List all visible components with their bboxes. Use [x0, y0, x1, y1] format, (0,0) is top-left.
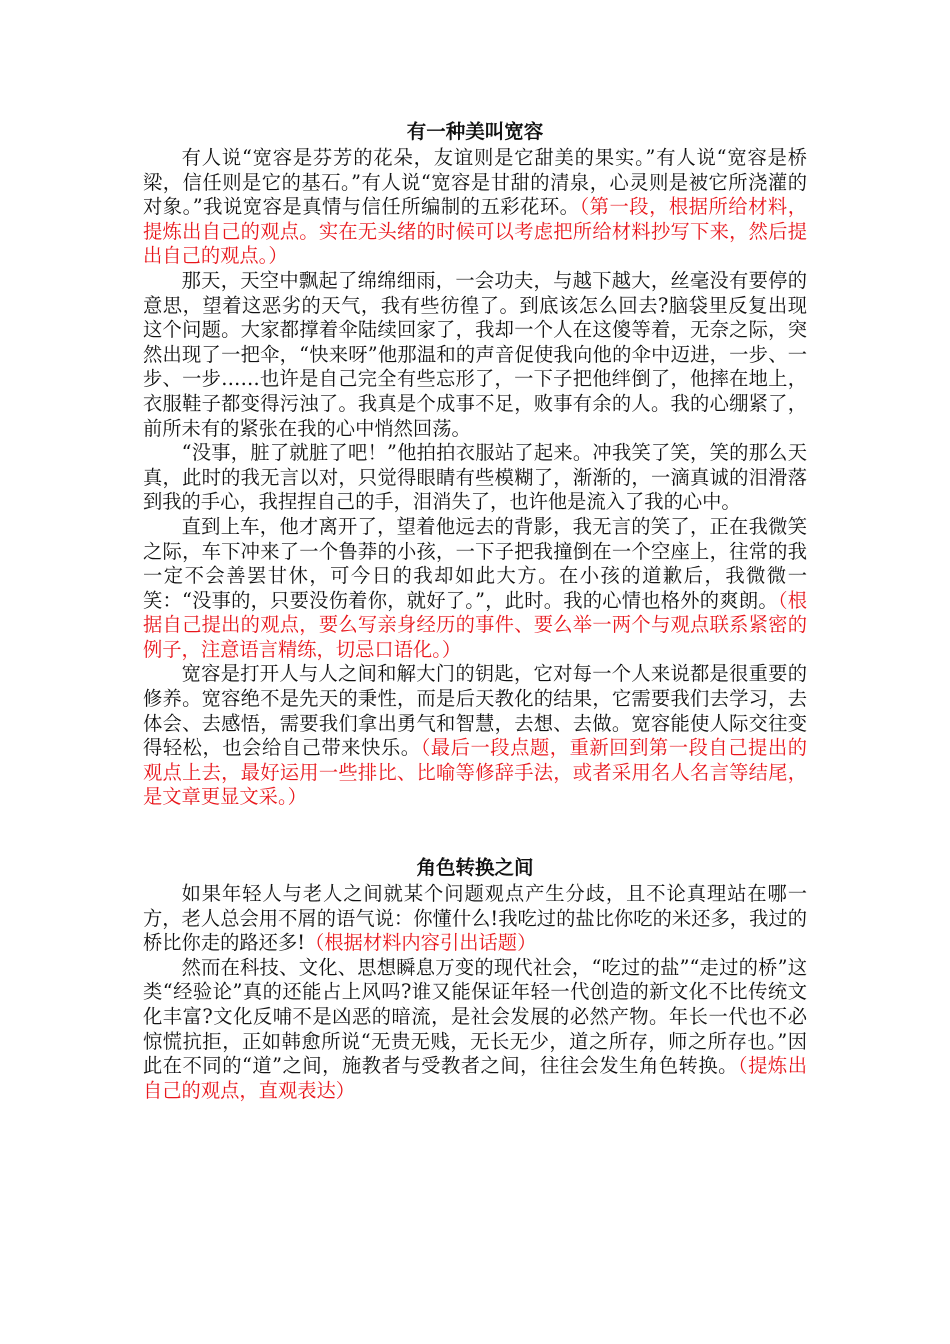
paragraph-text: 如果年轻人与老人之间就某个问题观点产生分歧，且不论真理站在哪一方，老人总会用不屑的语气说：你懂什么!我吃过的盐比你吃的米还多，我过的桥比你走的路还多! — [143, 882, 807, 955]
annotation-note: （根据材料内容引出话题） — [305, 931, 537, 955]
essay1-paragraph-1 — [143, 146, 807, 269]
document-page — [143, 118, 807, 1103]
essay2-paragraph-1 — [143, 882, 807, 956]
paragraph-text: 那天，天空中飘起了绵绵细雨，一会功夫，与越下越大，丝毫没有要停的意思，望着这恶劣的天气，我有些彷徨了。到底该怎么回去?脑袋里反复出现这个问题。大家都撑着伞陆续回家了，我却一个人在这傻等着，无奈之际，突然出现了一把伞，“快来呀”他那温和的声音促使我向他的伞中迈进，一步、一步、一步……也许是自己完全有些忘形了，一下子把他绊倒了，他摔在地上，衣服鞋子都变得污浊了。我真是个成事不足，败事有余的人。我的心绷紧了，前所未有的紧张在我的心中悄然回荡。 — [143, 268, 807, 440]
essay1-title: 有一种美叫宽容 — [406, 120, 544, 143]
paragraph-text: “没事，脏了就脏了吧！”他拍拍衣服站了起来。冲我笑了笑，笑的那么天真，此时的我无言以对，只觉得眼睛有些模糊了，渐渐的，一滴真诚的泪滑落到我的手心，我捏捏自己的手，泪消失了，也许他是流入了我的心中。 — [143, 441, 807, 514]
paragraph-text: 有人说“宽容是芬芳的花朵，友谊则是它甜美的果实。”有人说“宽容是桥梁，信任则是它的基石。”有人说“宽容是甘甜的清泉，心灵则是被它所浇灌的对象。”我说宽容是真情与信任所编制的五彩花环。 — [143, 146, 807, 219]
paragraph-text: 直到上车，他才离开了，望着他远去的背影，我无言的笑了，正在我微笑之际，车下冲来了一个鲁莽的小孩，一下子把我撞倒在一个空座上，往常的我一定不会善罢甘休，可今日的我却如此大方。在小孩的道歉后，我微微一笑：“没事的，只要没伤着你，就好了。”，此时。我的心情也格外的爽朗。 — [143, 514, 807, 612]
essay1-paragraph-3 — [143, 441, 807, 515]
annotation-note: （提炼出自己的观点，直观表达） — [143, 1054, 807, 1102]
essay2-paragraph-2 — [143, 956, 807, 1104]
essay1-paragraph-5 — [143, 662, 807, 810]
annotation-note: （根据自己提出的观点，要么写亲身经历的事件、要么举一两个与观点联系紧密的例子，注意语言精练，切忌口语化。） — [143, 588, 807, 661]
essay2-title: 角色转换之间 — [416, 856, 534, 880]
essay1-paragraph-2 — [143, 269, 807, 441]
essay1-paragraph-4 — [143, 515, 807, 663]
annotation-note: （第一段，根据所给材料，提炼出自己的观点。实在无头绪的时候可以考虑把所给材料抄写下来，然后提出自己的观点。） — [143, 195, 807, 268]
annotation-note: （最后一段点题，重新回到第一段自己提出的观点上去，最好运用一些排比、比喻等修辞手法，或者采用名人名言等结尾，是文章更显文采。） — [143, 736, 807, 809]
paragraph-text: 然而在科技、文化、思想瞬息万变的现代社会，“吃过的盐”“走过的桥”这类“经验论”真的还能占上风吗?谁又能保证年轻一代创造的新文化不比传统文化丰富?文化反哺不是凶恶的暗流，是社会发展的必然产物。年长一代也不必惊慌抗拒，正如韩愈所说“无贵无贱，无长无少，道之所存，师之所存也。”因此在不同的“道”之间，施教者与受教者之间，往往会发生角色转换。 — [143, 955, 807, 1078]
section-spacer — [143, 810, 807, 854]
paragraph-text: 宽容是打开人与人之间和解大门的钥匙，它对每一个人来说都是很重要的修养。宽容绝不是先天的秉性，而是后天教化的结果，它需要我们去学习，去体会、去感悟，需要我们拿出勇气和智慧，去想、去做。宽容能使人际交往变得轻松，也会给自己带来快乐。 — [143, 662, 807, 760]
